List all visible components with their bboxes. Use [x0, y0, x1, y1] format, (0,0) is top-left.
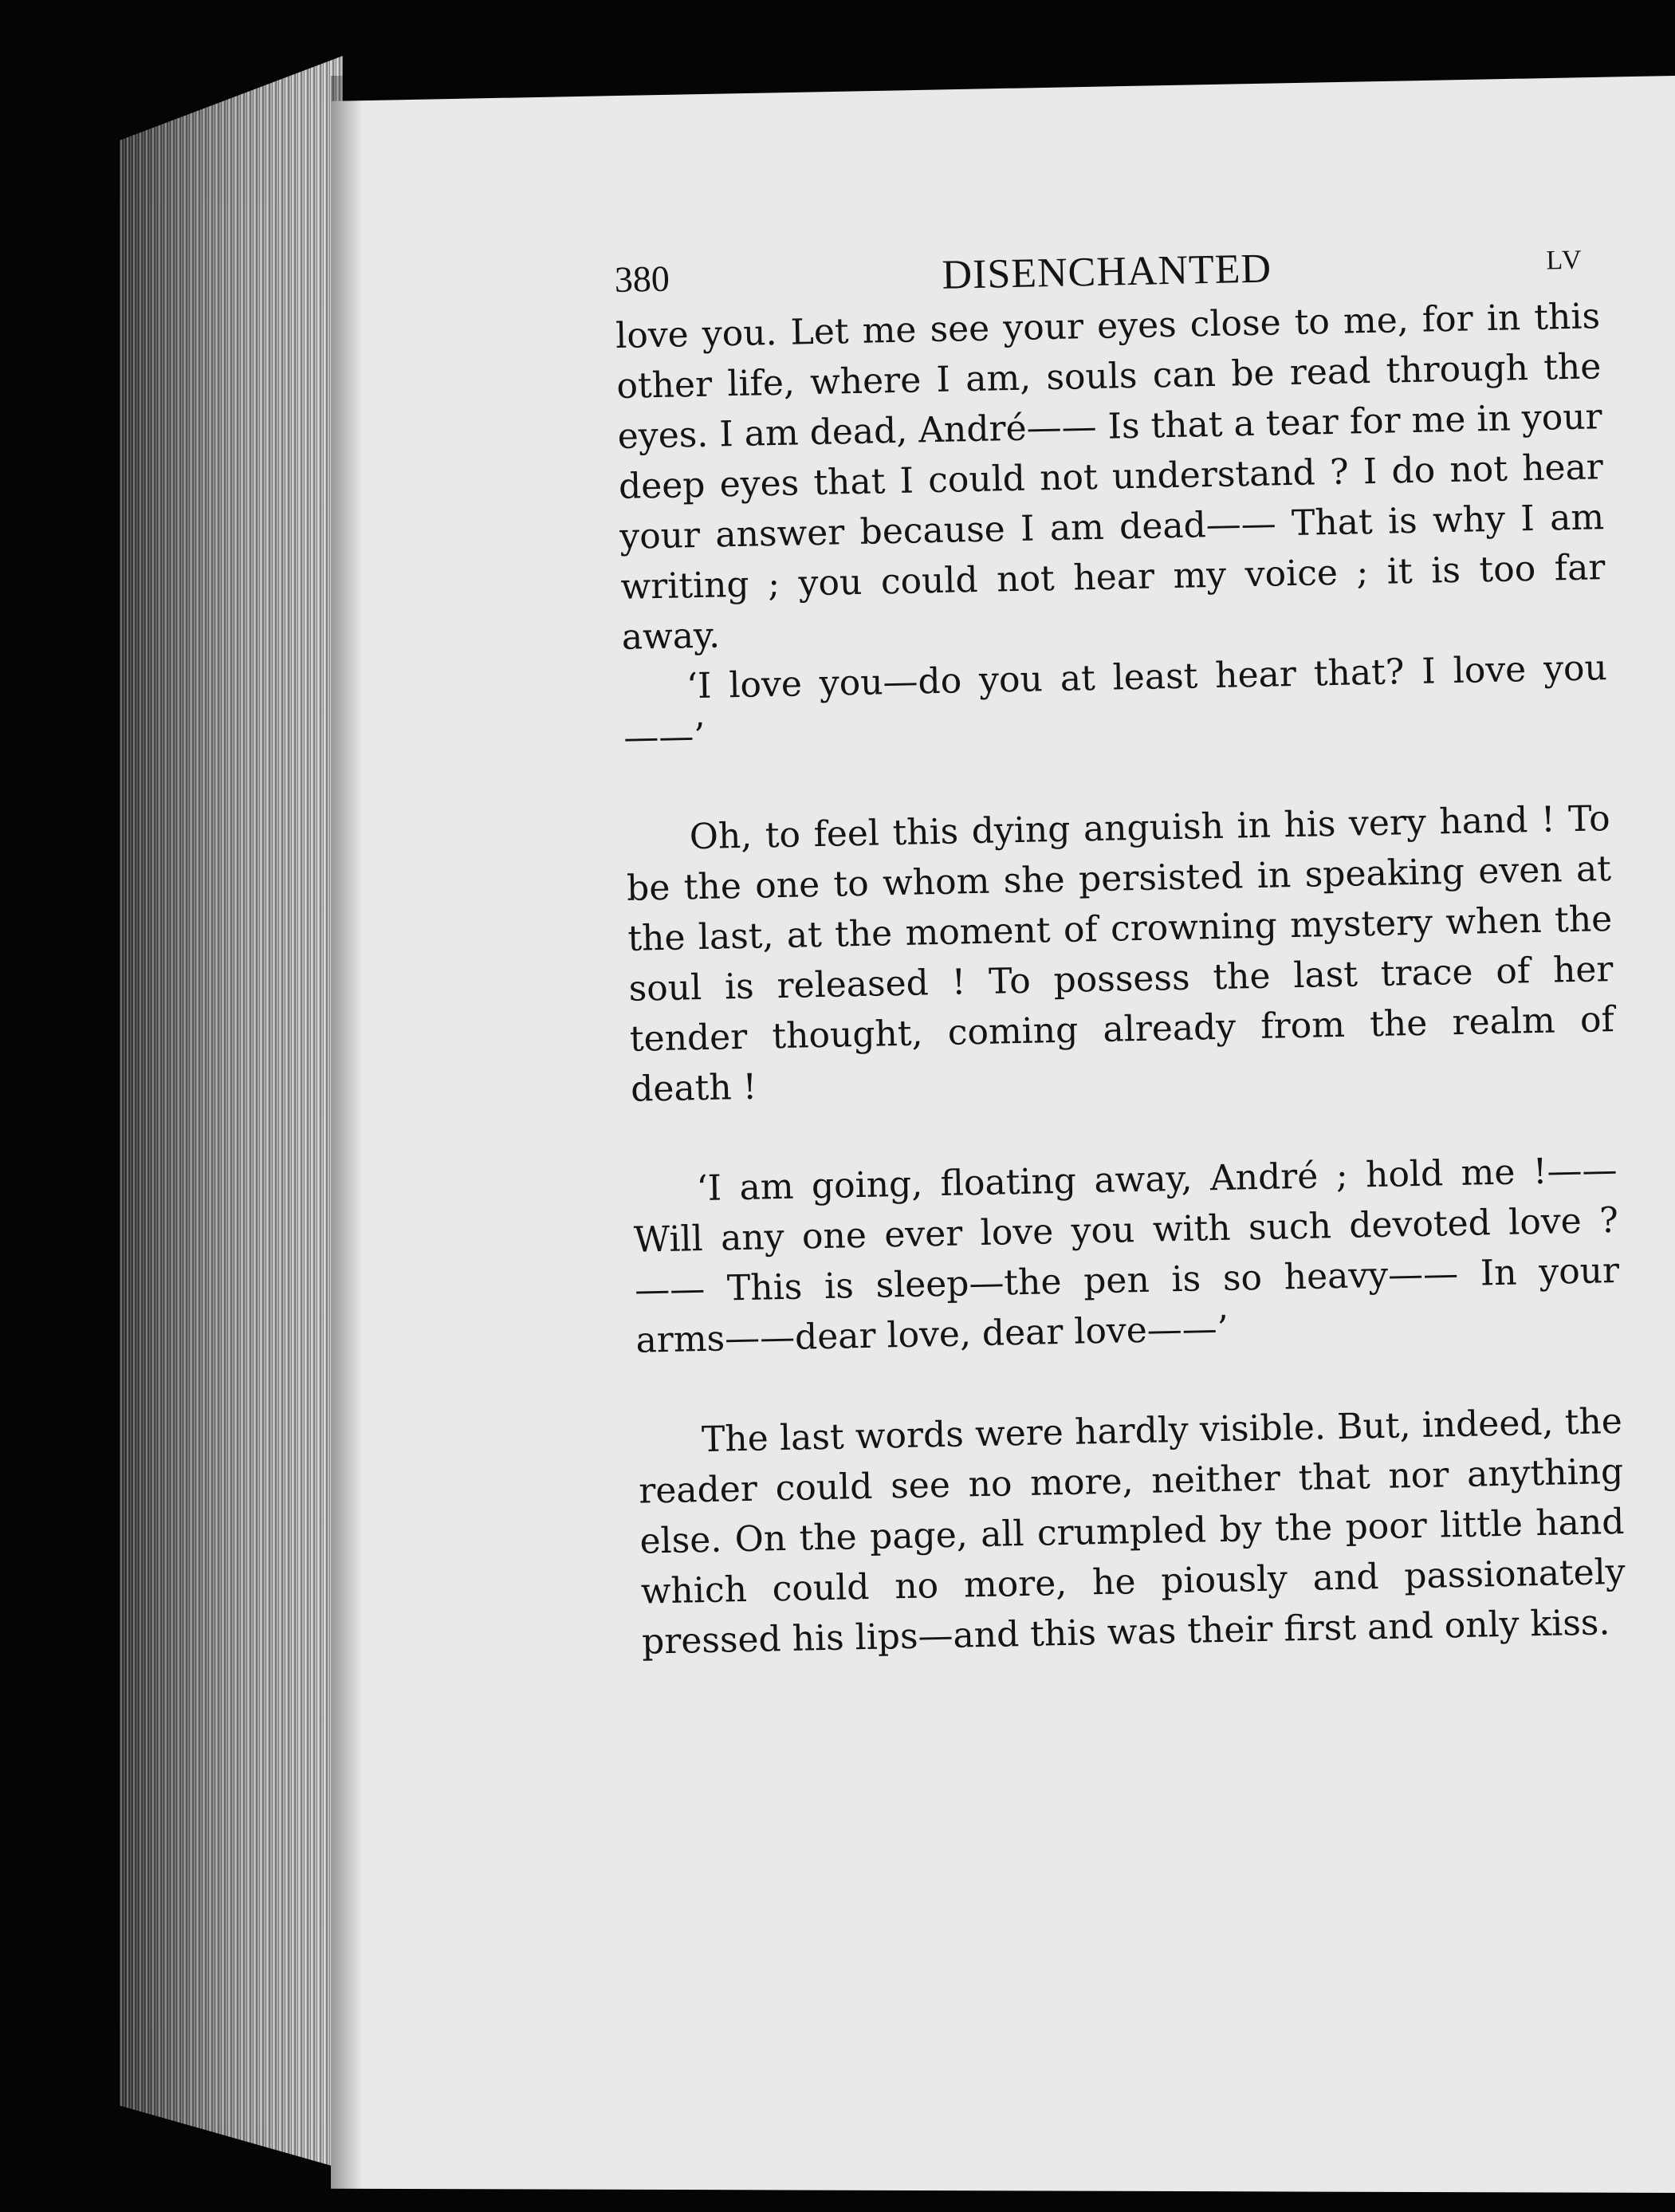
paragraph-i-love-you: ‘I love you—do you at least hear that? I love you——’	[623, 647, 1608, 758]
paragraph-dying-anguish: Oh, to feel this dying anguish in his very hand ! To be the one to whom she persisted in speaking even at the last, at the moment of crowning mystery when the soul is released ! To possess the last trace of her tender thought, coming already from the realm of death !	[626, 798, 1615, 1110]
paragraph-floating-away: ‘I am going, floating away, André ; hold me !—— Will any one ever love you with such devoted love ?—— This is sleep—the pen is so heavy—— In your arms——dear love, dear love——’	[633, 1149, 1620, 1361]
page-gutter-shadow	[331, 76, 363, 2193]
chapter-number: LV	[1546, 245, 1583, 276]
page-edges	[120, 56, 343, 2169]
page-number: 380	[614, 258, 670, 300]
paragraph-last-words: The last words were hardly visible. But, indeed, the reader could see no more, neither that nor anything else. On the page, all crumpled by the poor little hand which could no more, he piously and passionately pressed his lips—and this was their first and only kiss.	[638, 1400, 1626, 1663]
running-title: DISENCHANTED	[941, 246, 1272, 298]
text-block	[614, 227, 1626, 1667]
paragraph-continued-letter: love you. Let me see your eyes close to me, for in this other life, where I am, souls can be read through the eyes. I am dead, André—— Is that a tear for me in your deep eyes that I could not understand ? I do not hear your answer because I am dead—— That is why I am writing ; you could not hear my voice ; it is too far away.	[615, 296, 1606, 658]
